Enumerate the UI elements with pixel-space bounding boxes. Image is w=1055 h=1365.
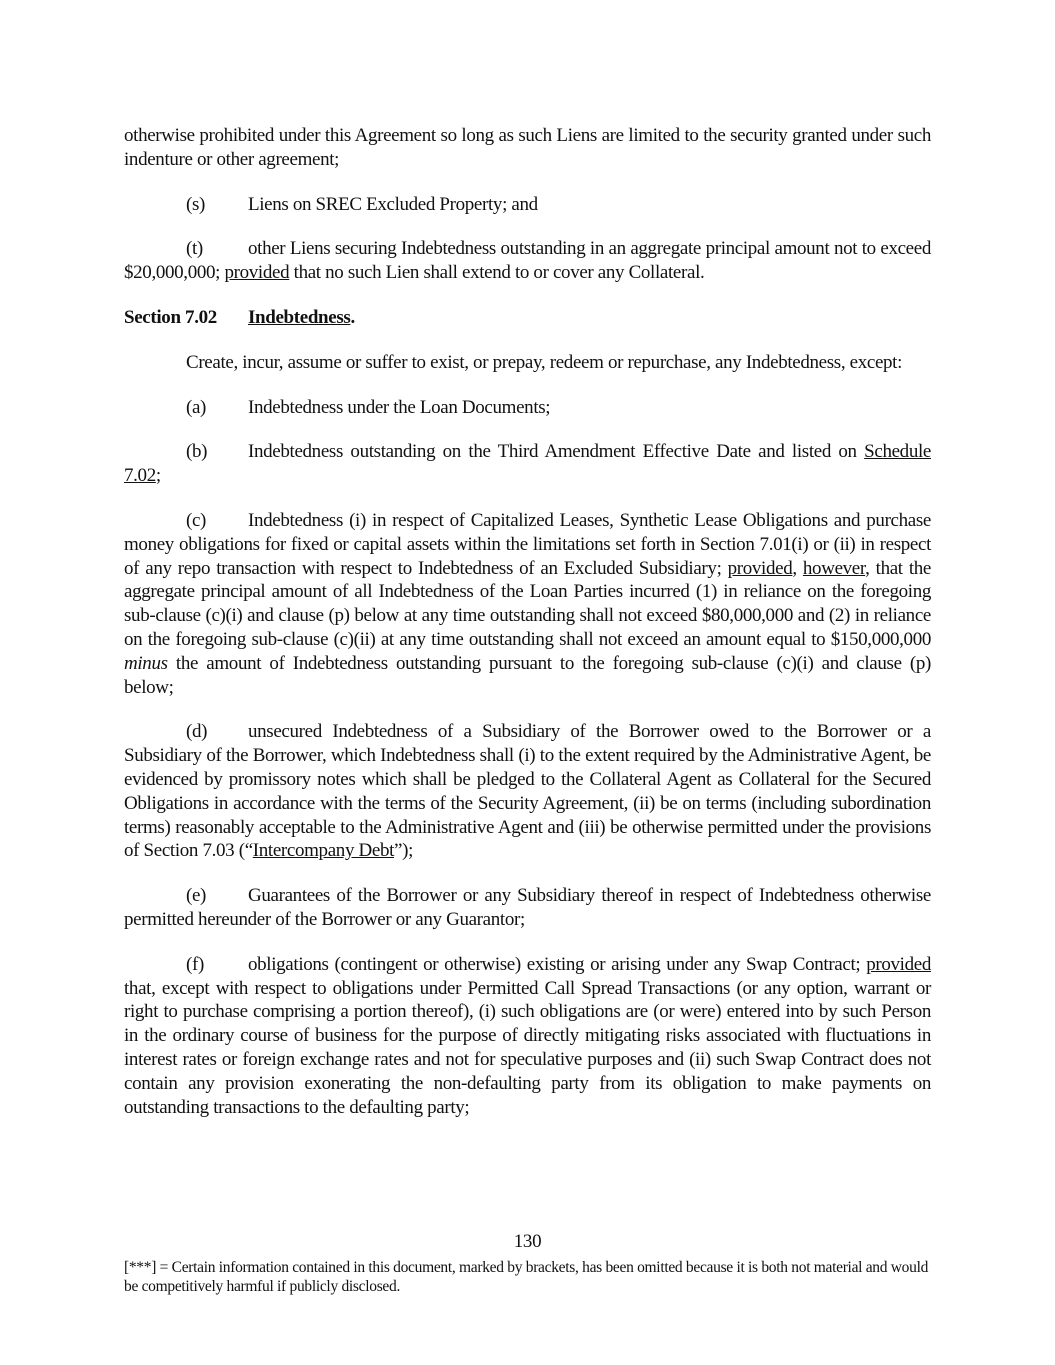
clause-f (124, 953, 931, 1120)
punctuation: , (792, 557, 803, 579)
continuation-paragraph (124, 124, 931, 172)
document-page (124, 124, 931, 1119)
minus-term: minus (124, 652, 168, 674)
clause-a (124, 396, 931, 420)
defined-term: Intercompany Debt (252, 840, 395, 862)
clause-label: (b) (186, 441, 208, 463)
section-intro (124, 351, 931, 375)
clause-text: Liens on SREC Excluded Property; and (248, 193, 538, 215)
clause-text: , that the aggregate principal amount of all Indebtedness of the Loan Parties incurred (1) in reliance on the foregoing sub-clause (c)(i) and clause (p) below at any time outstanding shall not exceed $80,000,000 and (2) in reliance on the foregoing sub-clause (c)(ii) at any time outstanding shall not exceed an amount equal to $150,000,000 (124, 557, 932, 650)
however-term: however (802, 557, 866, 579)
clause-text: that, except with respect to obligations under Permitted Call Spread Transactions (or any option, warrant or right to purchase comprising a portion thereof), (i) such obligations are (or were) entered into by such Person in the ordinary course of business for the purpose of directly mitigating risks associated with fluctuations in interest rates or foreign exchange rates and not for speculative purposes and (ii) such Swap Contract does not contain any provision exonerating the non-defaulting party from its obligation to make payments on outstanding transactions to the defaulting party; (124, 977, 931, 1118)
section-title: Indebtedness (248, 306, 351, 328)
page-number: 130 (513, 1231, 542, 1252)
clause-label: (c) (186, 509, 207, 531)
clause-e (124, 884, 931, 932)
clause-label: (a) (186, 396, 207, 418)
clause-text: the amount of Indebtedness outstanding pursuant to the foregoing sub-clause (c)(i) and clause (p) below; (124, 652, 931, 698)
clause-label: (f) (186, 953, 204, 975)
clause-b (124, 440, 931, 488)
clause-c (124, 509, 931, 699)
clause-text: ; (155, 465, 161, 487)
provided-term: provided (866, 953, 931, 975)
provided-term: provided (727, 557, 793, 579)
clause-t (124, 237, 931, 285)
section-title-suffix: . (350, 306, 355, 328)
clause-label: (t) (186, 238, 203, 260)
clause-text: Indebtedness (i) in respect of Capitalized Leases, Synthetic Lease Obligations and purchase money obligations for fixed or capital assets within the limitations set forth in Section 7.01(i) or (ii) in respect of any repo transaction with respect to Indebtedness of an Excluded Subsidiary; (124, 509, 931, 579)
provided-term: provided (224, 262, 290, 284)
section-number: Section 7.02 (124, 306, 217, 328)
clause-text: other Liens securing Indebtedness outstanding in an aggregate principal amount not to exceed $20,000,000; (124, 238, 931, 284)
page-footer (124, 1230, 931, 1296)
clause-text: that no such Lien shall extend to or cover any Collateral. (289, 262, 705, 284)
clause-text: ”); (394, 840, 414, 862)
paragraph-text: otherwise prohibited under this Agreement so long as such Liens are limited to the security granted under such indenture or other agreement; (124, 125, 931, 170)
clause-text: unsecured Indebtedness of a Subsidiary of the Borrower owed to the Borrower or a Subsidiary of the Borrower, which Indebtedness shall (i) to the extent required by the Administrative Agent, be evidenced by promissory notes which shall be pledged to the Collateral Agent as Collateral for the Secured Obligations in accordance with the terms of the Security Agreement, (ii) be on terms (including subordination terms) reasonably acceptable to the Administrative Agent and (iii) be otherwise permitted under the provisions of Section 7.03 (“ (124, 721, 931, 862)
clause-text: Indebtedness outstanding on the Third Amendment Effective Date and listed on (248, 441, 865, 463)
clause-label: (e) (186, 885, 207, 907)
clause-text: Indebtedness under the Loan Documents; (248, 396, 551, 418)
clause-text: Guarantees of the Borrower or any Subsidiary thereof in respect of Indebtedness otherwise permitted hereunder of the Borrower or any Guarantor; (124, 885, 931, 930)
redaction-note: [***] = Certain information contained in this document, marked by brackets, has been omitted because it is both not material and would be competitively harmful if publicly disclosed. (124, 1259, 929, 1295)
clause-label: (s) (186, 193, 205, 215)
clause-text: obligations (contingent or otherwise) existing or arising under any Swap Contract; (248, 953, 867, 975)
clause-s (124, 193, 931, 217)
clause-d (124, 720, 931, 863)
paragraph-text: Create, incur, assume or suffer to exist, or prepay, redeem or repurchase, any Indebtedness, except: (186, 351, 903, 373)
section-heading (124, 306, 931, 330)
clause-label: (d) (186, 721, 208, 743)
schedule-reference: Schedule 7.02 (124, 441, 931, 487)
